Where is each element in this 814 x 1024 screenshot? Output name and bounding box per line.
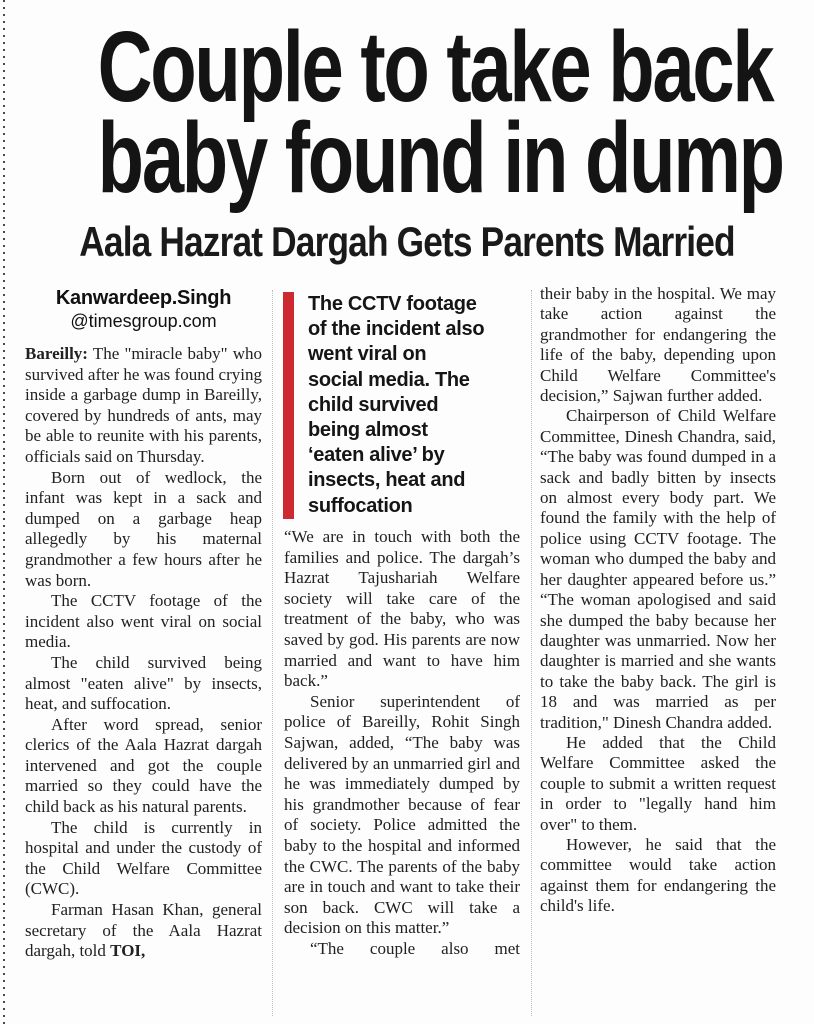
column-rule-2 (531, 290, 532, 1016)
paragraph-text: Farman Hasan Khan, general secretary of the Aala Hazrat dargah, told (25, 900, 262, 961)
dateline: Bareilly: (25, 344, 88, 363)
paragraph (25, 900, 262, 962)
toi-label: TOI, (110, 941, 146, 961)
pull-quote-red-bar (283, 292, 294, 519)
article-column-3 (540, 284, 776, 917)
paragraph: After word spread, senior clerics of the Aala Hazrat dargah intervened and got the couple married so they could have the child back as his natural parents. (25, 714, 262, 817)
paragraph: Born out of wedlock, the infant was kept in a sack and dumped on a garbage heap allegedly by his maternal grandmother a few hours after he was born. (25, 467, 262, 590)
paragraph: However, he said that the committee would take action against them for endangering the child's life. (540, 834, 776, 916)
article-column-2 (284, 527, 520, 959)
byline (25, 287, 262, 332)
byline-author: Kanwardeep.Singh (55, 287, 232, 309)
paragraph: Chairperson of Child Welfare Committee, Dinesh Chandra, said, “The baby was found dumped in a sack and badly bitten by insects on almost every body part. We found the family with the help of police using CCTV footage. The woman who dumped the baby and her daughter appeared before us.” “The woman apologised and said she dumped the baby because her daughter was unmarried. Now her daughter is married and she wants to take the baby back. The girl is 18 and was married as per tradition," Dinesh Chandra added. (540, 406, 776, 732)
pull-quote-line: The CCTV footage (308, 293, 477, 315)
paragraph: Senior superintendent of police of Bareilly, Rohit Singh Sajwan, added, “The baby was delivered by an unmarried girl and he was immediately dumped by his grandmother because of fear of society. Police admitted the baby to the hospital and informed the CWC. The parents of the baby are in touch and want to take their son back. CWC will take a decision on this matter.” (284, 691, 520, 938)
paragraph: The CCTV footage of the incident also went viral on social media. (25, 591, 262, 652)
pull-quote-line: child survived (308, 393, 439, 416)
subheadline: Aala Hazrat Dargah Gets Parents Married (79, 218, 735, 265)
pull-quote (283, 292, 520, 519)
pull-quote-line: social media. The (308, 368, 470, 391)
paragraph: He added that the Child Welfare Committee asked the couple to submit a written request in order to "legally hand him over" to them. (540, 732, 776, 834)
headline-line-1: Couple to take back (97, 11, 773, 123)
article-column-1 (25, 344, 262, 962)
pull-quote-line: being almost (308, 419, 428, 442)
headline-line-2: baby found in dump (97, 102, 783, 214)
pull-quote-line: insects, heat and (308, 469, 466, 492)
byline-email: @timesgroup.com (70, 311, 217, 331)
headline (0, 11, 814, 214)
pull-quote-text (308, 292, 484, 519)
paragraph: The child is currently in hospital and under the custody of the Child Welfare Committee (CWC). (25, 817, 262, 899)
paragraph-lead (25, 344, 262, 468)
paragraph: “The couple also met (310, 938, 520, 958)
paragraph-lead-text: The "miracle baby" who survived after he was found crying inside a garbage dump in Bareilly, covered by hundreds of ants, may be able to reunite with his parents, officials said on Thursday. (25, 344, 262, 466)
paragraph: The child survived being almost "eaten alive" by insects, heat, and suffocation. (25, 652, 262, 714)
column-rule-1 (272, 290, 273, 1016)
pull-quote-line: suffocation (308, 494, 413, 517)
pull-quote-line: went viral on (308, 343, 427, 366)
paragraph: their baby in the hospital. We may take action against the grandmother for endangering the life of the baby, depending upon Child Welfare Committee's decision,” Sajwan further added. (540, 284, 776, 406)
pull-quote-line: of the incident also (308, 318, 485, 341)
paragraph: “We are in touch with both the families and police. The dargah’s Hazrat Tajushariah Welfare society will take care of the treatment of the baby, who was saved by god. His parents are now married and want to have him back.” (284, 527, 520, 691)
pull-quote-line: ‘eaten alive’ by (308, 444, 445, 467)
